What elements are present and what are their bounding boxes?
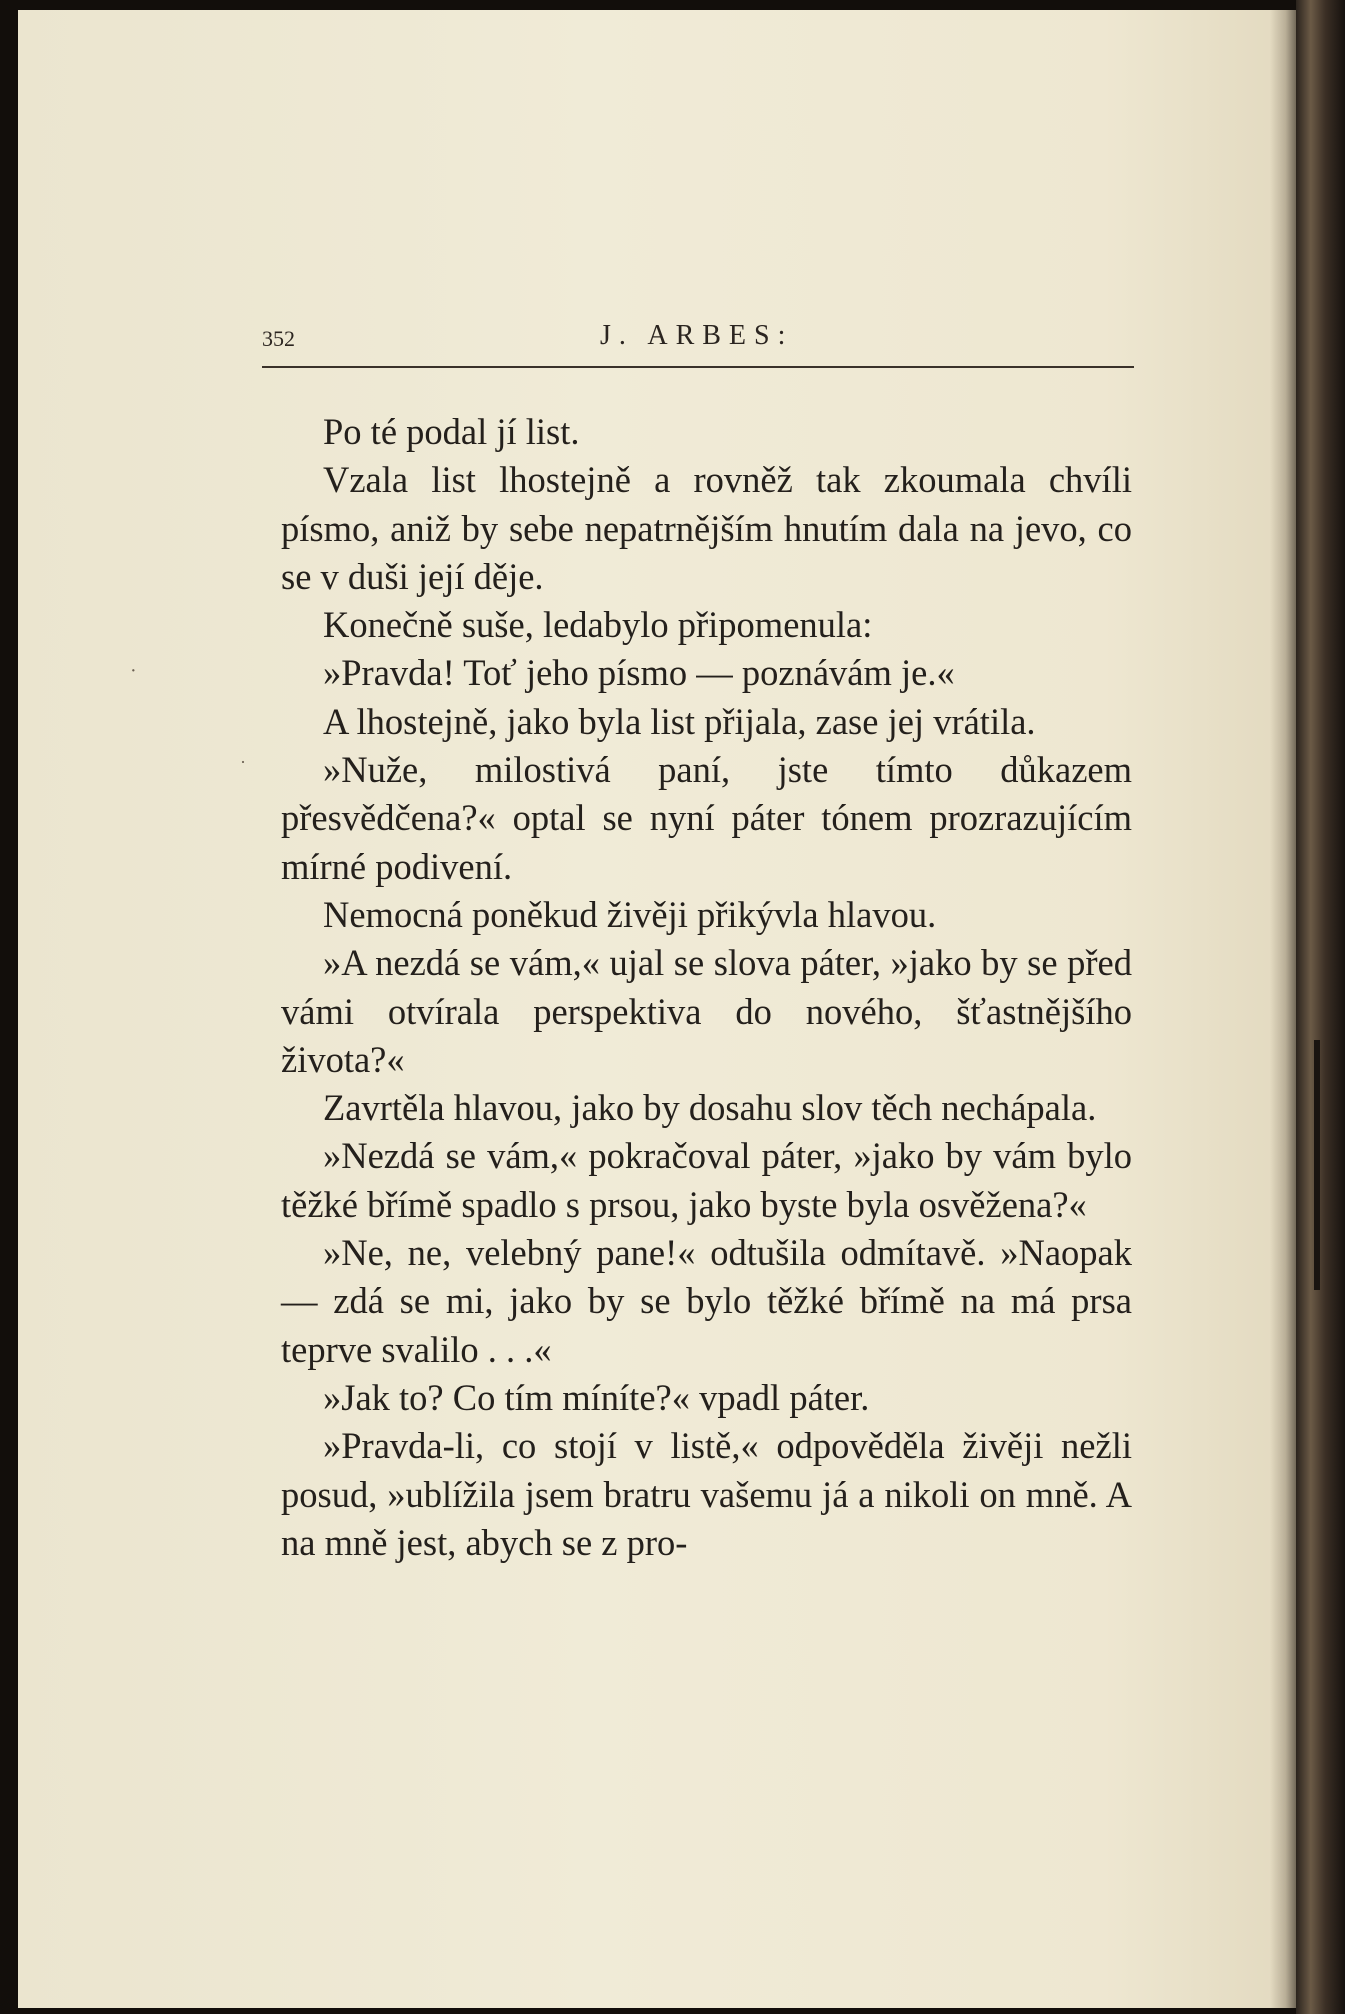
page-header bbox=[262, 318, 1134, 358]
paragraph: Po té podal jí list. bbox=[323, 411, 580, 452]
book-spine bbox=[1296, 0, 1345, 2014]
paragraph: A lhostejně, jako byla list přijala, zase jej vrátila. bbox=[323, 700, 1036, 742]
spine-mark bbox=[1314, 1040, 1320, 1290]
paragraph: Nemocná poněkud živěji přikývla hlavou. bbox=[323, 893, 937, 935]
paragraph: »Nezdá se vám,« pokračoval páter, »jako by vám bylo těžké břímě spadlo s prsou, jako byste byla osvěžena?« bbox=[281, 1135, 1132, 1225]
margin-specks: · bbox=[130, 660, 137, 682]
paragraph: Konečně suše, ledabylo připomenula: bbox=[323, 604, 873, 646]
paragraph: »Pravda-li, co stojí v listě,« odpověděla živěji nežli posud, »ublížila jsem bratru vašemu já a nikoli on mně. A na mně jest, abych se z pro- bbox=[281, 1425, 1132, 1563]
paragraph: Zavrtěla hlavou, jako by dosahu slov těch nechápala. bbox=[323, 1087, 1097, 1129]
paragraph: Vzala list lhostejně a rovněž tak zkoumala chvíli písmo, aniž by sebe nepatrnějším hnutím dala na jevo, co se v duši její děje. bbox=[281, 459, 1132, 597]
page-number: 352 bbox=[262, 326, 295, 351]
paragraph: »Jak to? Co tím míníte?« vpadl páter. bbox=[323, 1376, 870, 1418]
margin-speck: · bbox=[240, 752, 246, 772]
paragraph: »Ne, ne, velebný pane!« odtušila odmítavě. »Naopak — zdá se mi, jako by se bylo těžké břímě na má prsa teprve svalilo . . .« bbox=[281, 1232, 1132, 1370]
paragraph: »Nuže, milostivá paní, jste tímto důkazem přesvědčena?« optal se nyní páter tónem prozrazujícím mírné podivení. bbox=[281, 749, 1132, 887]
paragraph: »Pravda! Toť jeho písmo — poznávám je.« bbox=[323, 652, 955, 694]
header-rule bbox=[262, 366, 1134, 368]
running-head: J. ARBES: bbox=[600, 320, 794, 351]
paragraph: »A nezdá se vám,« ujal se slova páter, »jako by se před vámi otvírala perspektiva do nového, šťastnějšího života?« bbox=[281, 942, 1132, 1080]
body-text bbox=[281, 408, 1132, 1567]
page-gutter-shadow bbox=[1270, 10, 1296, 2008]
